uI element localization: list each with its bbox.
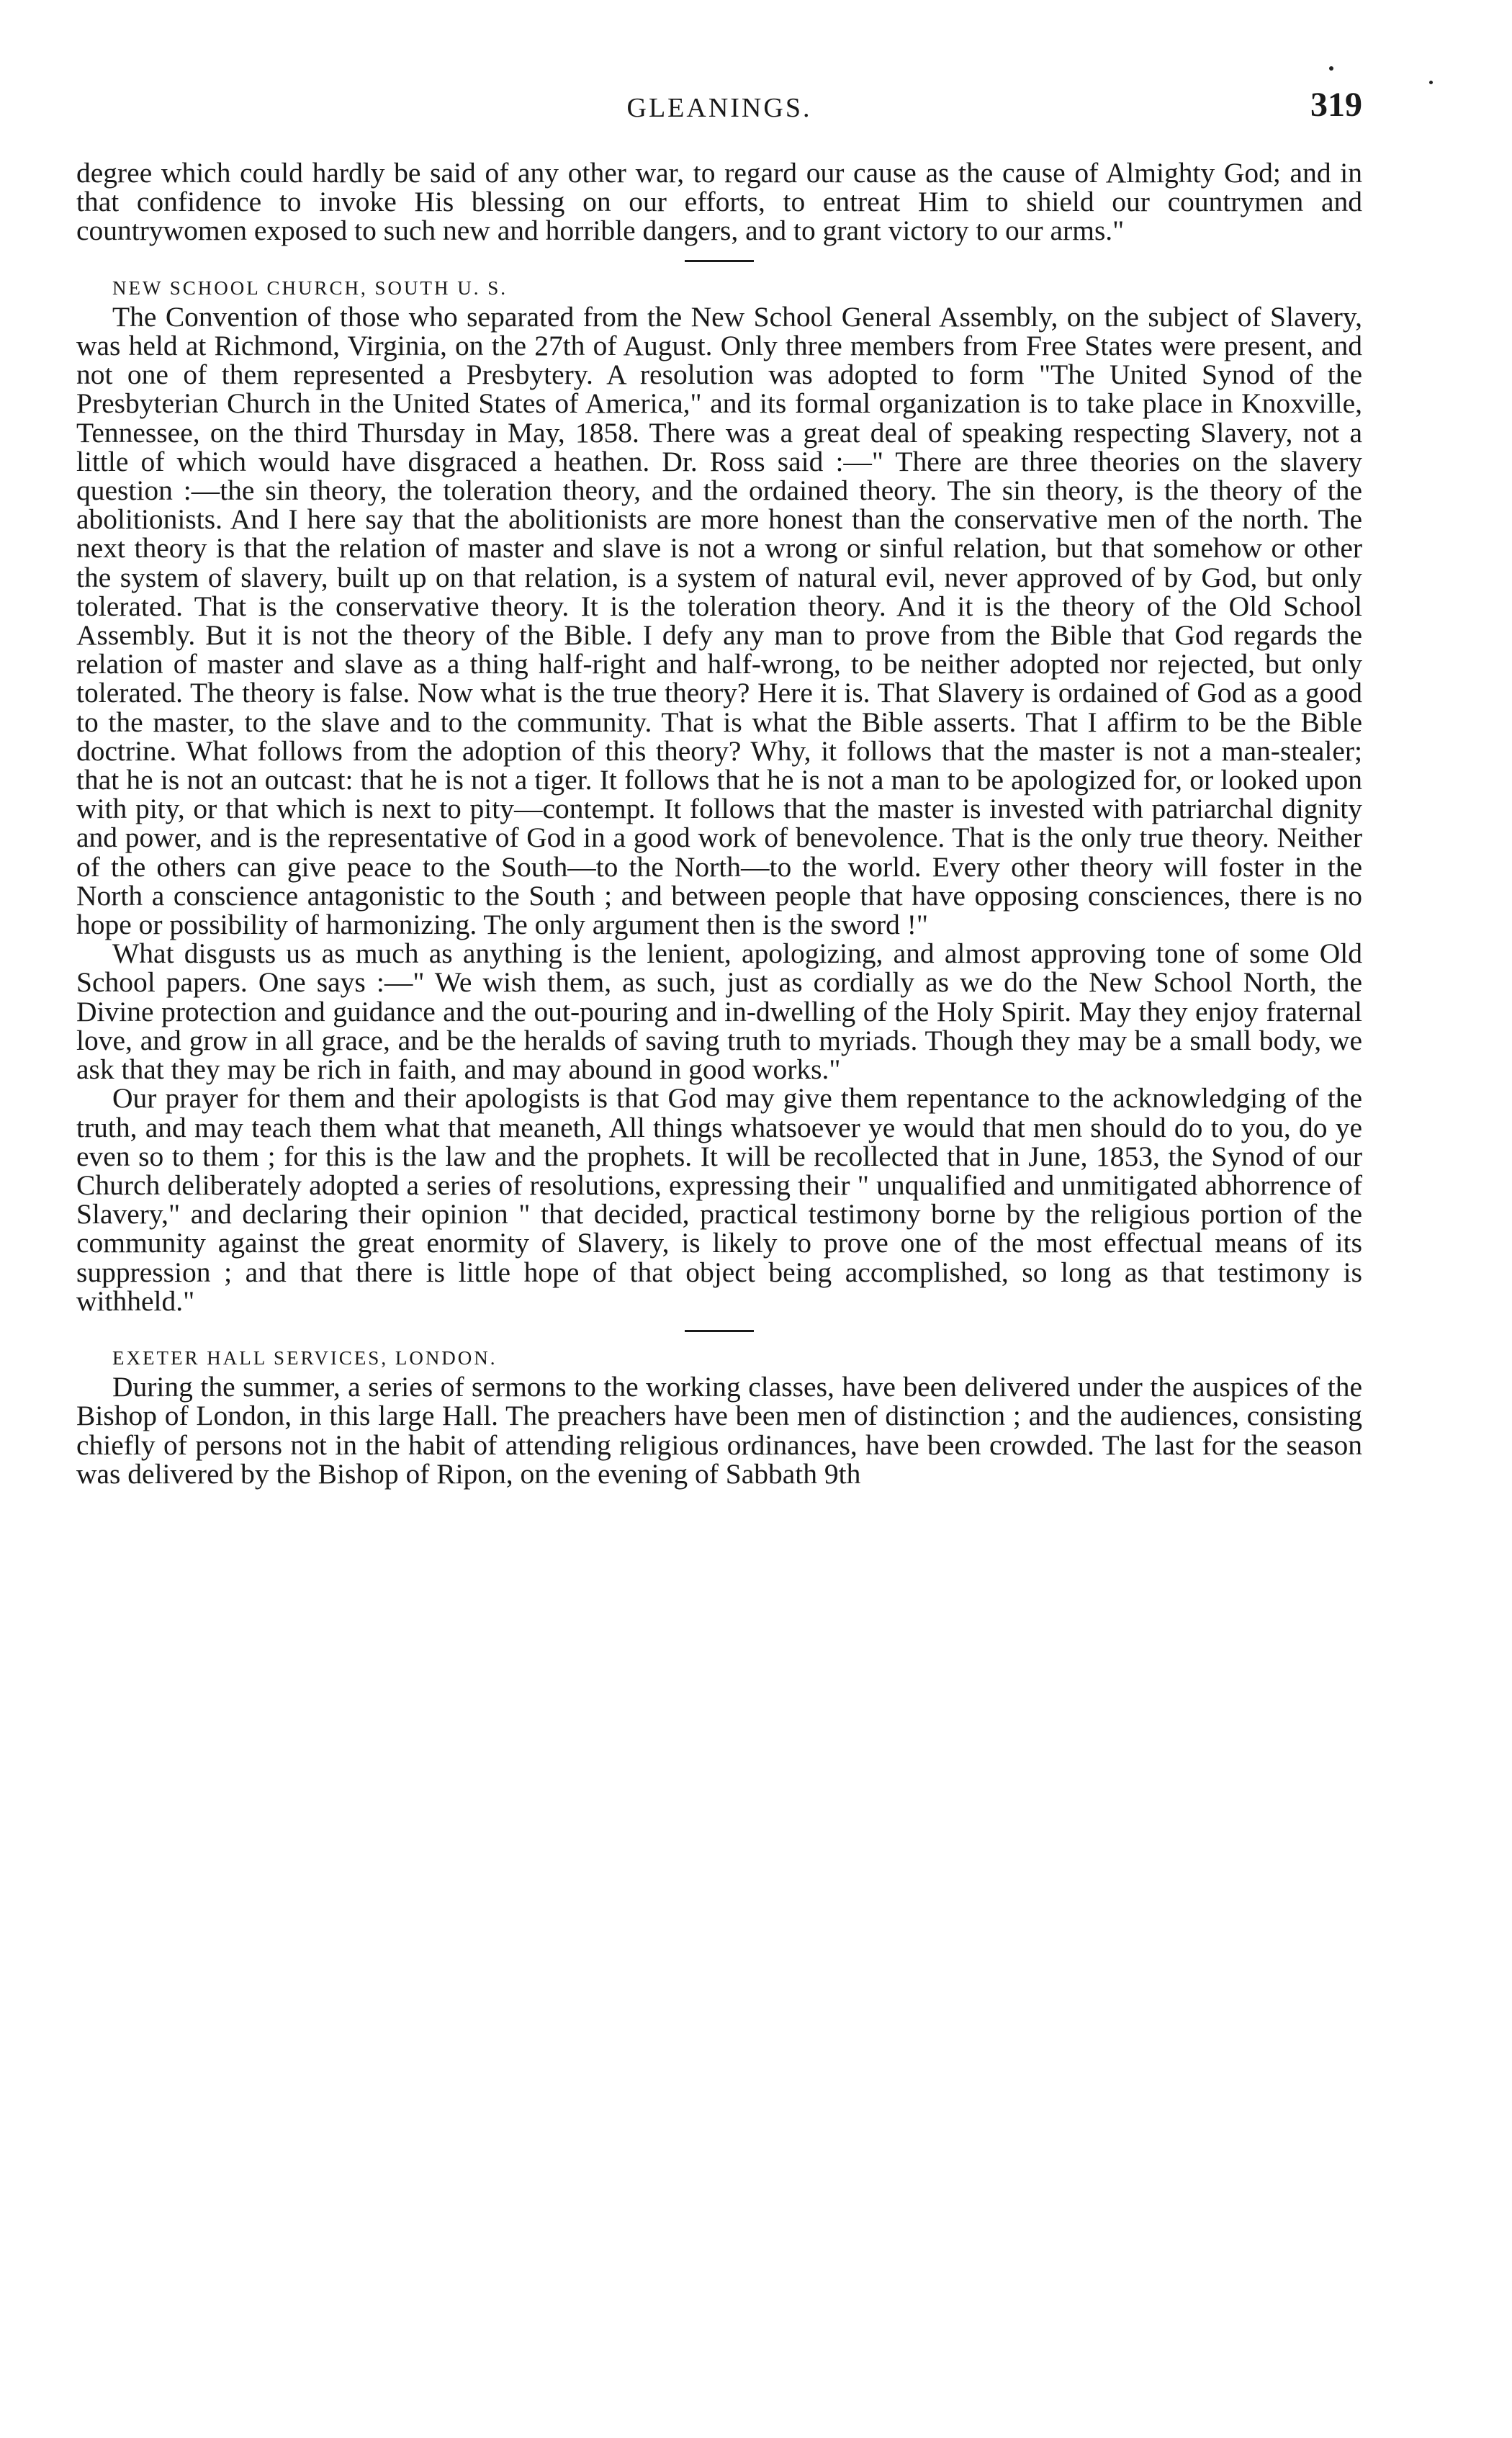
ink-speck <box>1429 81 1433 84</box>
running-head: GLEANINGS. <box>626 93 812 123</box>
section-heading-new-school-church: NEW SCHOOL CHURCH, SOUTH U. S. <box>112 276 508 299</box>
section-divider <box>685 1330 754 1332</box>
paragraph: Our prayer for them and their apologists is that God may give them repentance to the acknowledging of the truth, and may teach them what that meaneth, All things whatsoever ye would that men should do to you, do ye even so to them ; for this is the law and the prophets. It will be recollected that in June, 1853, the Synod of our Church deliberately adopted a series of resolutions, expressing their " unqualified and unmitigated abhorrence of Slavery," and declaring their opinion " that decided, practical testimony borne by the religious portion of the community against the great enormity of Slavery, is likely to prove one of the most effectual means of its suppression ; and that there is little hope of that object being accomplished, so long as that testimony is withheld." <box>76 1082 1362 1317</box>
paragraph: What disgusts us as much as anything is the lenient, apologizing, and almost approving tone of some Old School papers. One says :—" We wish them, as such, just as cordially as we do the New School North, the Divine protection and guidance and the out-pouring and in-dwelling of the Holy Spirit. May they enjoy fraternal love, and grow in all grace, and be the heralds of saving truth to myriads. Though they may be a small body, we ask that they may be rich in faith, and may abound in good works." <box>76 937 1362 1086</box>
section-divider <box>685 260 754 262</box>
paragraph: During the summer, a series of sermons to the working classes, have been delivered under the auspices of the Bishop of London, in this large Hall. The preachers have been men of distinction ; and the audiences, consisting chiefly of persons not in the habit of attending religious ordinances, have been crowded. The last for the season was delivered by the Bishop of Ripon, on the evening of Sabbath 9th <box>76 1371 1362 1490</box>
paragraph-continued: degree which could hardly be said of any other war, to regard our cause as the cause of Almighty God; and in that confidence to invoke His blessing on our efforts, to entreat Him to shield our countrymen and countrywomen exposed to such new and horrible dangers, and to grant victory to our arms." <box>76 157 1362 247</box>
page-header <box>76 85 1362 135</box>
article-body <box>76 158 1362 1488</box>
page-number: 319 <box>1310 86 1362 124</box>
paragraph: The Convention of those who separated from the New School General Assembly, on the subject of Slavery, was held at Richmond, Virginia, on the 27th of August. Only three members from Free States were present, and not one of them represented a Presbytery. A resolution was adopted to form "The United Synod of the Presbyterian Church in the United States of America," and its formal organization is to take place in Knoxville, Tennessee, on the third Thursday in May, 1858. There was a great deal of speaking respecting Slavery, not a little of which would have disgraced a heathen. Dr. Ross said :—" There are three theories on the slavery question :—the sin theory, the toleration theory, and the ordained theory. The sin theory, is the theory of the abolitionists. And I here say that the abolitionists are more honest than the conservative men of the north. The next theory is that the relation of master and slave is not a wrong or sinful relation, but that somehow or other the system of slavery, built up on that relation, is a system of natural evil, never approved of by God, but only tolerated. That is the conservative theory. It is the toleration theory. And it is the theory of the Old School Assembly. But it is not the theory of the Bible. I defy any man to prove from the Bible that God regards the relation of master and slave as a thing half-right and half-wrong, to be neither adopted nor rejected, but only tolerated. The theory is false. Now what is the true theory? Here it is. That Slavery is ordained of God as a good to the master, to the slave and to the community. That is what the Bible asserts. That I affirm to be the Bible doctrine. What follows from the adoption of this theory? Why, it follows that the master is not a man-stealer; that he is not an outcast: that he is not a tiger. It follows that he is not a man to be apologized for, or looked upon with pity, or that which is next to pity—contempt. It follows that the master is invested with patriarchal dignity and power, and is the representative of God in a good work of benevolence. That is the only true theory. Neither of the others can give peace to the South—to the North—to the world. Every other theory will foster in the North a conscience antagonistic to the South ; and between people that have opposing consciences, there is no hope or possibility of harmonizing. The only argument then is the sword !" <box>76 300 1362 941</box>
section-heading-exeter-hall: EXETER HALL SERVICES, LONDON. <box>112 1346 498 1369</box>
ink-speck <box>1329 66 1333 71</box>
